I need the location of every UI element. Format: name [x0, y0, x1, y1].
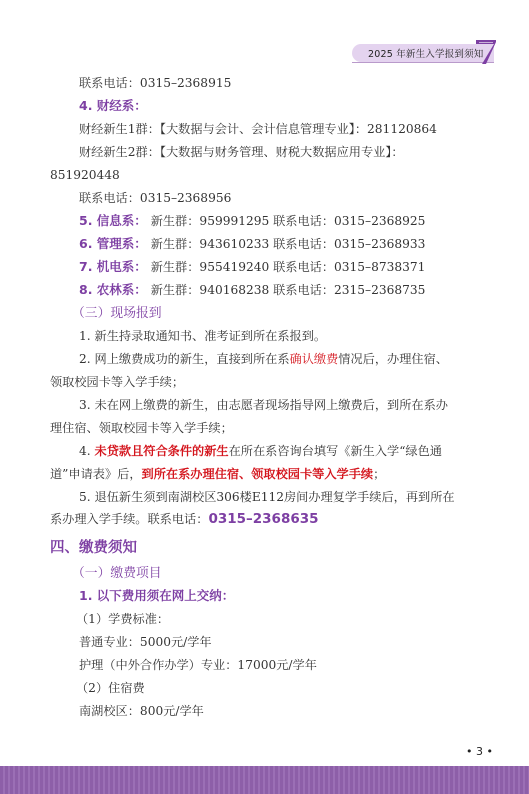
paragraph-line: [79, 443, 442, 459]
group-line: [79, 121, 437, 137]
running-header-title: 2025 年新生入学报到须知: [368, 49, 484, 60]
contact-phone-line: [79, 75, 231, 91]
department-line: [79, 236, 425, 252]
page-number: • 3 •: [466, 745, 493, 758]
contact-phone-line: [79, 190, 231, 206]
text: 2. 网上缴费成功的新生，直接到所在系: [79, 352, 290, 366]
text: 1. 新生持录取通知书、准考证到所在系报到。: [79, 329, 327, 343]
text: 财经新生2群：【大数据与财务管理、财税大数据应用专业】：: [79, 145, 404, 159]
department-name: 8. 农林系：: [79, 282, 147, 297]
section-heading: [50, 538, 137, 558]
department-line: [79, 213, 425, 229]
department-heading: [79, 98, 147, 114]
highlight-text: 未贷款且符合条件的新生: [94, 444, 229, 458]
text: 理住宿、领取校园卡等入学手续；: [50, 421, 233, 435]
text: 851920448: [50, 168, 120, 182]
text: 普通专业：5000元/学年: [79, 635, 212, 649]
text: 道”申请表》后，: [50, 467, 142, 481]
department-name: 5. 信息系：: [79, 213, 147, 228]
paragraph-line: [79, 351, 448, 367]
paragraph-line: [76, 680, 145, 696]
paragraph-line: [79, 634, 212, 650]
department-contact: 新生群：943610233 联系电话：0315–2368933: [150, 237, 426, 251]
department-name: 7. 机电系：: [79, 259, 147, 274]
department-contact: 新生群：940168238 联系电话：2315–2368735: [150, 283, 426, 297]
department-contact: 新生群：959991295 联系电话：0315–2368925: [150, 214, 426, 228]
text: 5. 退伍新生须到南湖校区306楼E112房间办理复学手续后，再到所在: [79, 490, 455, 504]
paragraph-line: [50, 420, 233, 436]
text: 联系电话：0315–2368956: [79, 191, 232, 205]
item-heading: [79, 588, 234, 604]
group-line: [79, 144, 404, 160]
paragraph-line: [50, 511, 319, 527]
text: 3. 未在网上缴费的新生，由志愿者现场指导网上缴费后，到所在系办: [79, 398, 448, 412]
department-line: [79, 282, 425, 298]
text: 联系电话：0315–2368915: [79, 76, 232, 90]
heading-text: 四、缴费须知: [50, 540, 137, 556]
heading-text: （三）现场报到: [72, 306, 162, 321]
heading-text: （一）缴费项目: [72, 566, 162, 581]
text: 南湖校区：800元/学年: [79, 704, 204, 718]
paragraph-line: [50, 374, 184, 390]
text: 财经新生1群：【大数据与会计、会计信息管理专业】：281120864: [79, 122, 437, 136]
paragraph-line: [79, 657, 317, 673]
paragraph-line: [79, 489, 455, 505]
text: 在所在系咨询台填写《新生入学“绿色通: [228, 444, 442, 458]
text: 领取校园卡等入学手续；: [50, 375, 185, 389]
heading-text: 1. 以下费用须在网上交纳：: [79, 588, 235, 603]
text: 护理（中外合作办学）专业：17000元/学年: [79, 658, 317, 672]
text: 4.: [79, 444, 95, 458]
paragraph-line: [76, 611, 169, 627]
text: 情况后，办理住宿、: [338, 352, 448, 366]
subsection-heading: [72, 565, 162, 582]
paragraph-line: [79, 703, 204, 719]
highlight-text: 确认缴费: [289, 352, 339, 366]
group-line-continuation: [50, 167, 120, 183]
text: （2）住宿费: [76, 681, 145, 695]
text: （1）学费标准：: [76, 612, 170, 626]
paragraph-line: [50, 466, 385, 482]
department-line: [79, 259, 425, 275]
heading-text: 4. 财经系：: [79, 98, 147, 113]
phone-number: 0315–2368635: [208, 511, 319, 527]
subsection-heading: [72, 305, 162, 322]
department-name: 6. 管理系：: [79, 236, 147, 251]
footer-bar: [0, 766, 529, 794]
department-contact: 新生群：955419240 联系电话：0315–8738371: [150, 260, 426, 274]
highlight-text: 到所在系办理住宿、领取校园卡等入学手续: [141, 467, 374, 481]
header-rule: [352, 62, 494, 63]
paragraph-line: [79, 397, 448, 413]
text: ；: [373, 467, 386, 481]
text: 系办理入学手续。联系电话：: [50, 512, 209, 526]
header-decoration-icon: [474, 38, 498, 66]
paragraph-line: [79, 328, 326, 344]
